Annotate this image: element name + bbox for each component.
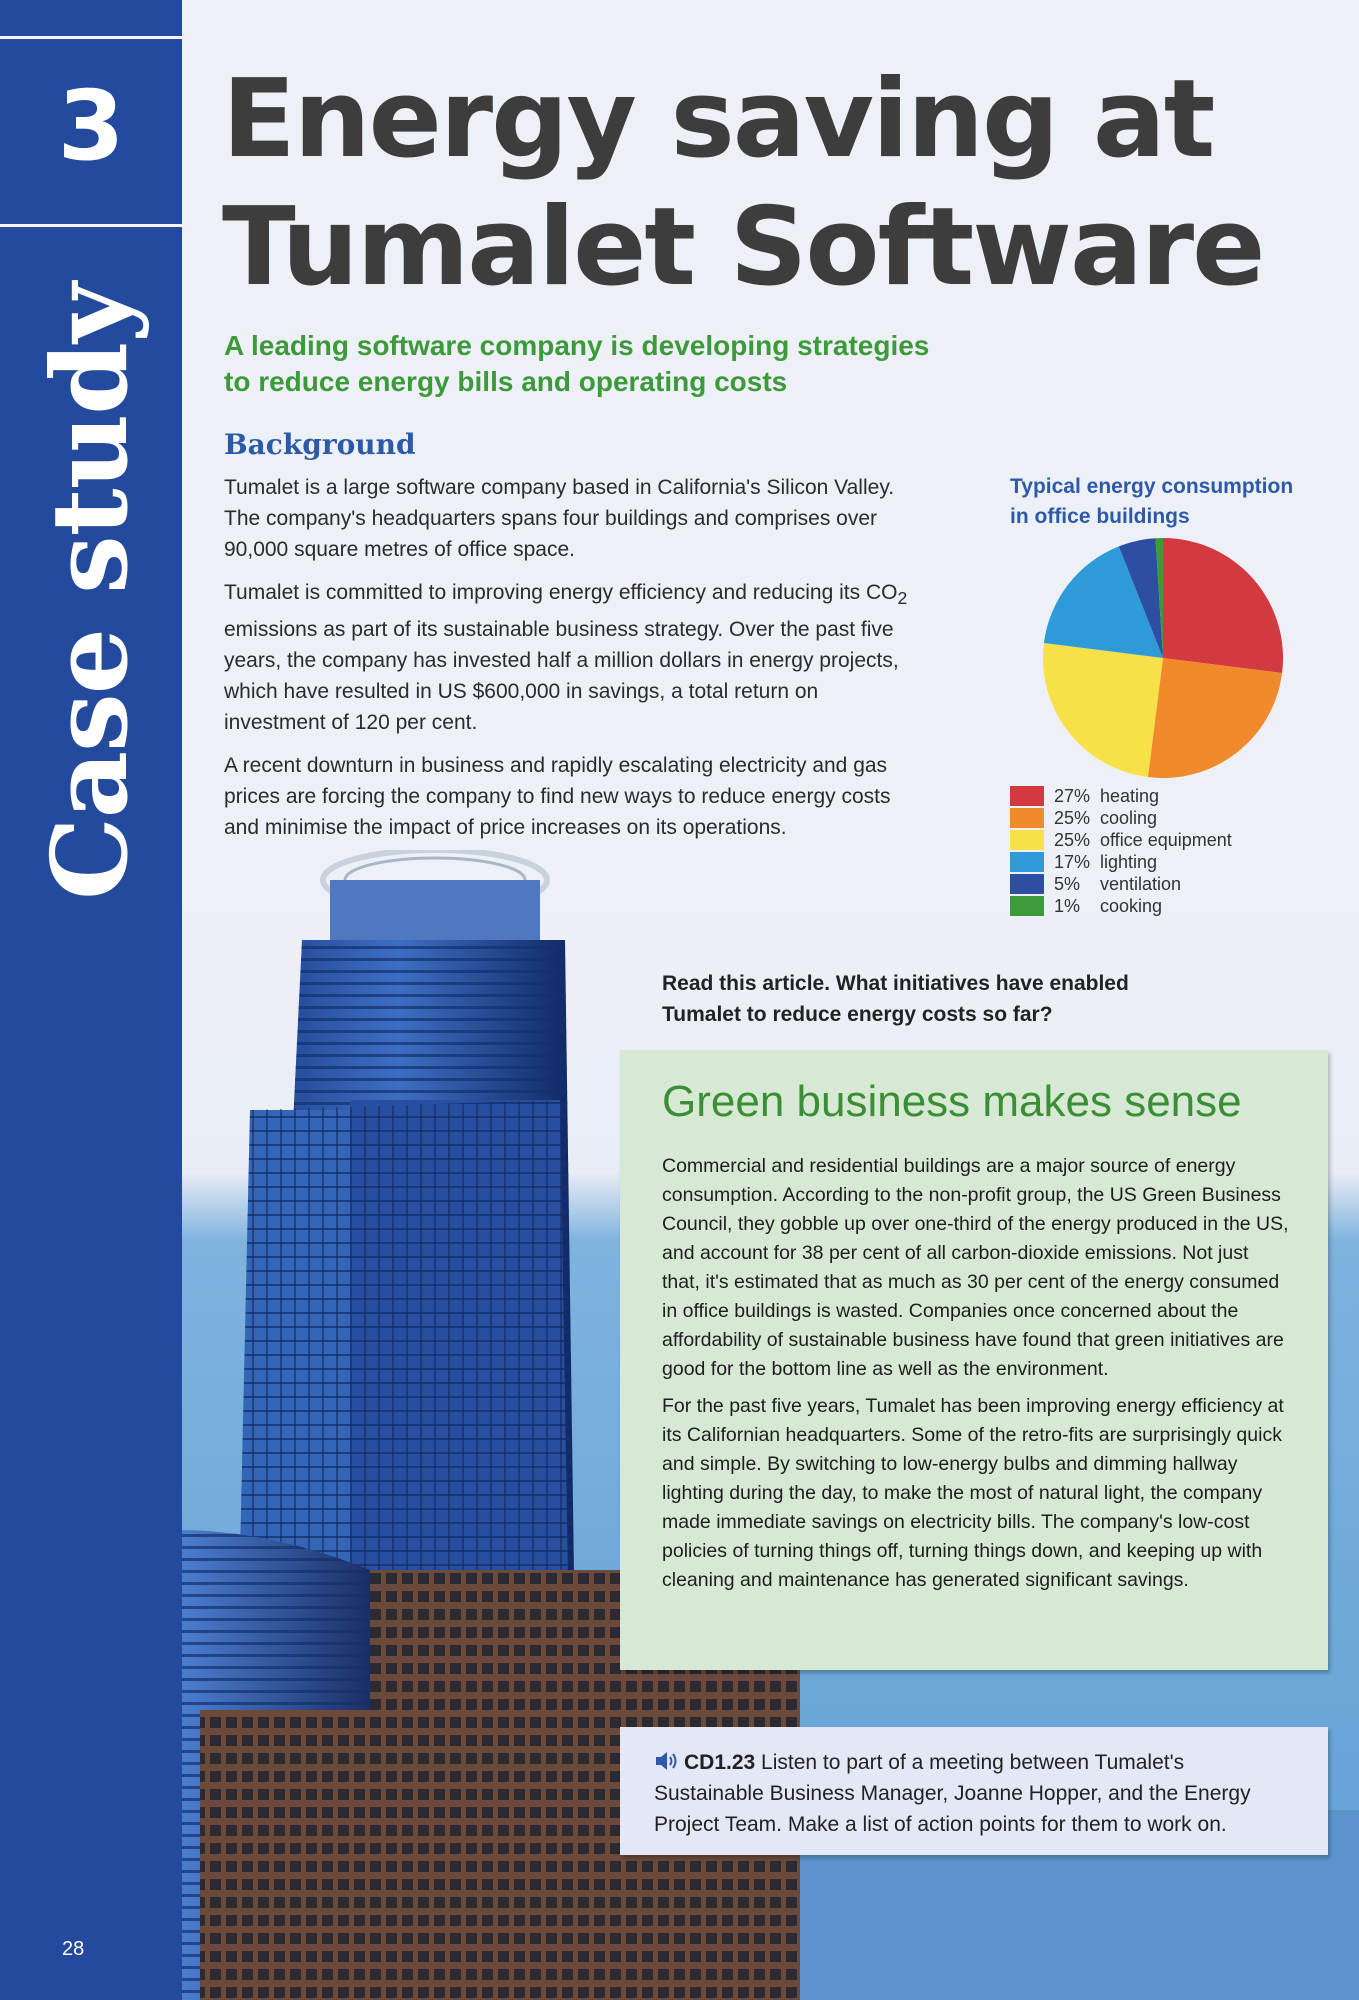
legend-label: heating xyxy=(1100,786,1160,806)
page-title-line: Tumalet Software xyxy=(222,185,1264,310)
pie-slice-cooling xyxy=(1148,658,1282,778)
text-span: Tumalet is committed to improving energy efficiency and reducing its CO xyxy=(224,581,898,604)
legend-entry xyxy=(1010,851,1310,873)
legend-value: 25% xyxy=(1054,808,1091,828)
chart-title xyxy=(1010,472,1310,532)
legend-value: 25% xyxy=(1054,830,1091,850)
legend-swatch xyxy=(1010,852,1044,872)
subtitle-line: to reduce energy bills and operating costs xyxy=(224,366,788,397)
legend-swatch xyxy=(1010,786,1044,806)
listening-instructions: Listen to part of a meeting between Tumalet's Sustainable Business Manager, Joanne Hopper, and the Energy Project Team. Make a list of action points for them to work on. xyxy=(654,1751,1251,1836)
legend-label: ventilation xyxy=(1100,874,1182,894)
pie-slice-office-equipment xyxy=(1043,643,1163,777)
page-title-line: Energy saving at xyxy=(222,57,1214,182)
legend-swatch xyxy=(1010,896,1044,916)
background-paragraph: A recent downturn in business and rapidly escalating electricity and gas prices are forcing the company to find new ways to reduce energy costs and minimise the impact of price increases on its operations. xyxy=(224,754,891,840)
case-study-label: Case study xyxy=(28,283,151,900)
subtitle-line: A leading software company is developing strategies xyxy=(224,330,930,361)
background-paragraph xyxy=(224,577,924,738)
article-paragraph: For the past five years, Tumalet has been improving energy efficiency at its Californian headquarters. Some of the retro-fits are surprisingly quick and simple. By switching to low-energy bulbs and dimming hallway lighting during the day, to make the most of natural light, the company made immediate savings on electricity bills. The company's low-cost policies of turning things off, turning things down, and keeping up with cleaning and maintenance has generated significant savings. xyxy=(662,1395,1284,1591)
pie-chart xyxy=(1040,535,1286,781)
case-study-sidebar xyxy=(0,0,182,2000)
legend-value: 17% xyxy=(1054,852,1091,872)
text-span: emissions as part of its sustainable business strategy. Over the past five years, the company has invested half a million dollars in energy projects, which have resulted in US $600,000 in savings, a total return on investment of 120 per cent. xyxy=(224,618,899,735)
instruction-line: Tumalet to reduce energy costs so far? xyxy=(662,1003,1053,1026)
sidebar-divider xyxy=(0,36,182,39)
legend-entry xyxy=(1010,895,1310,917)
legend-value: 1% xyxy=(1054,896,1081,916)
legend-value: 27% xyxy=(1054,786,1091,806)
reading-instruction xyxy=(662,968,1182,1030)
pie-slice-heating xyxy=(1163,538,1283,673)
legend-label: cooking xyxy=(1100,896,1163,916)
page-title xyxy=(222,56,1322,312)
audio-track-number: CD1.23 xyxy=(684,1751,756,1774)
legend-swatch xyxy=(1010,874,1044,894)
background-paragraph: Tumalet is a large software company based in California's Silicon Valley. The company's headquarters spans four buildings and comprises over 90,000 square metres of office space. xyxy=(224,476,895,561)
subscript: 2 xyxy=(897,588,908,609)
listening-task-box xyxy=(620,1727,1328,1855)
chart-legend xyxy=(1010,785,1310,917)
legend-swatch xyxy=(1010,830,1044,850)
article-heading: Green business makes sense xyxy=(662,1077,1242,1126)
background-heading: Background xyxy=(224,428,416,461)
sidebar-divider xyxy=(0,224,182,227)
legend-label: office equipment xyxy=(1100,830,1232,850)
page-number: 28 xyxy=(62,1938,85,1960)
speaker-icon[interactable] xyxy=(654,1750,680,1772)
background-text xyxy=(224,472,924,855)
article-box xyxy=(620,1050,1328,1670)
legend-swatch xyxy=(1010,808,1044,828)
legend-value: 5% xyxy=(1054,874,1081,894)
article-paragraph: Commercial and residential buildings are a major source of energy consumption. According to the non-profit group, the US Green Business Council, they gobble up over one-third of the energy produced in the US, and account for 38 per cent of all carbon-dioxide emissions. Not just that, it's estimated that as much as 30 per cent of the energy consumed in office buildings is wasted. Companies once concerned about the affordability of sustainable business have found that green initiatives are good for the bottom line as well as the environment. xyxy=(662,1155,1289,1380)
legend-label: lighting xyxy=(1100,852,1158,872)
unit-number: 3 xyxy=(57,70,125,182)
legend-entry xyxy=(1010,785,1310,807)
legend-entry xyxy=(1010,873,1310,895)
legend-entry xyxy=(1010,829,1310,851)
instruction-line: Read this article. What initiatives have enabled xyxy=(662,972,1129,995)
page-subtitle xyxy=(224,328,1044,400)
legend-label: cooling xyxy=(1100,808,1158,828)
legend-entry xyxy=(1010,807,1310,829)
chart-title-line: Typical energy consumption xyxy=(1010,475,1294,498)
chart-title-line: in office buildings xyxy=(1010,505,1190,528)
